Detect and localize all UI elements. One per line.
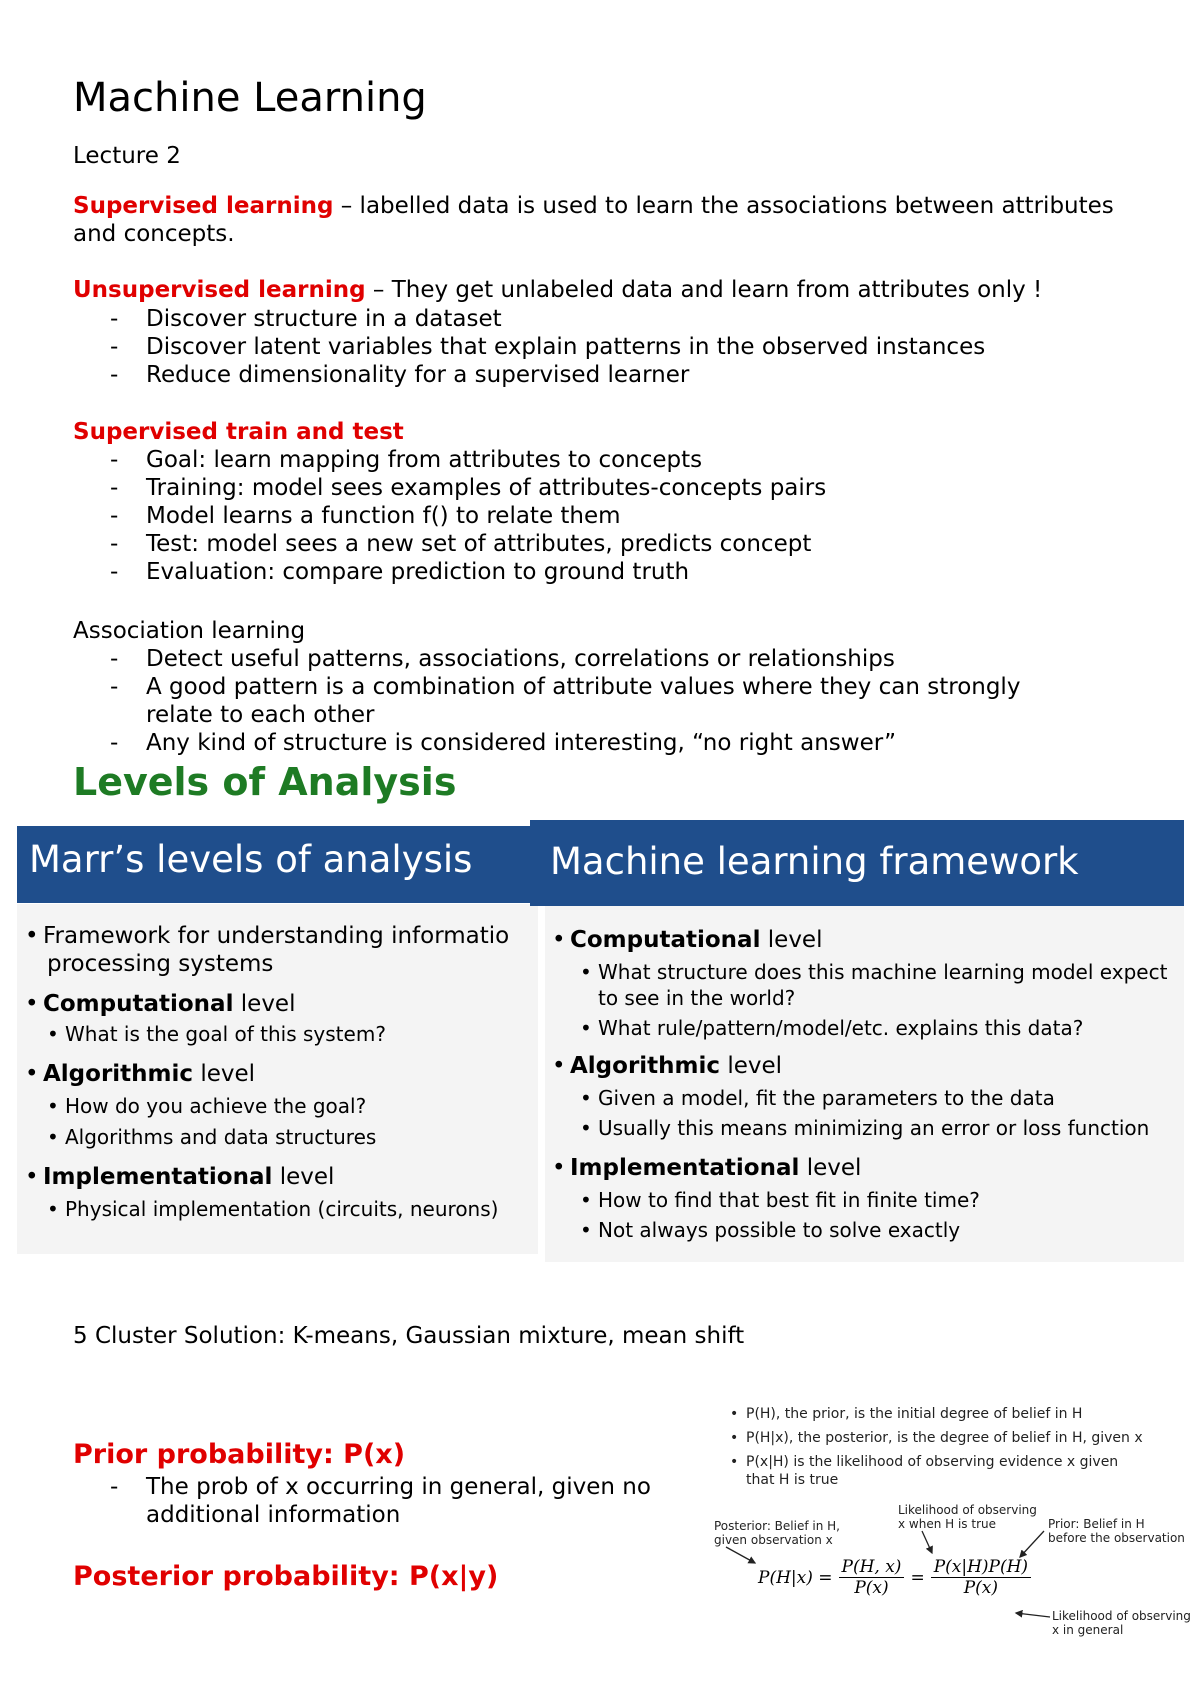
algorithmic-label: Algorithmic	[43, 1061, 194, 1087]
bayes-bullet-cont: that H is true	[746, 1472, 839, 1488]
supervised-definition	[73, 192, 1133, 248]
evidence-arrow	[1016, 1613, 1050, 1617]
level-suffix: level	[233, 991, 296, 1017]
bayes-bullet: • P(H|x), the posterior, is the degree of belief in H, given x	[730, 1430, 1143, 1446]
implementational-label: Implementational	[43, 1164, 273, 1190]
supervised-term: Supervised learning	[73, 193, 334, 219]
list-item: - Model learns a function f() to relate them	[73, 502, 1133, 530]
list-item: - Detect useful patterns, associations, correlations or relationships	[73, 645, 1083, 673]
slide-right-comp-sub: What structure does this machine learning model expect	[598, 960, 1168, 984]
slide-right-impl-sub: How to find that best fit in finite time?	[598, 1188, 980, 1212]
train-test-heading: Supervised train and test	[73, 419, 404, 445]
bayes-bullet-text: P(x|H) is the likelihood of observing evidence x given	[746, 1454, 1119, 1470]
prior-heading: Prior probability: P(x)	[73, 1439, 406, 1470]
slide-left-title-bar	[17, 826, 538, 903]
evidence-label-cont: x in general	[1052, 1623, 1124, 1637]
slide-left-comp-sub: What is the goal of this system?	[65, 1022, 386, 1046]
posterior-heading: Posterior probability: P(x|y)	[73, 1561, 499, 1592]
slide-right-content: • Computational level • What structure does this machine learning model expect to see in the world? • What rule/pattern/model/etc. explains this data? • Algorithmic level • Given a model, fit the parameters to the data • Usually this means minimizing an error or loss function • Implementational level • How to find that best fit in finite time? • Not always possible to solve exactly	[552, 926, 1182, 1242]
list-item: - Discover latent variables that explain patterns in the observed instances	[73, 333, 1133, 361]
computational-label: Computational	[570, 927, 761, 953]
slide-left-algo-sub: How do you achieve the goal?	[65, 1094, 367, 1118]
slide-left-intro-cont: processing systems	[47, 951, 274, 977]
list-item: - Reduce dimensionality for a supervised learner	[73, 361, 1133, 389]
bayes-bullet: • P(H), the prior, is the initial degree of belief in H	[730, 1406, 1083, 1422]
slide-right-comp-sub: What rule/pattern/model/etc. explains this data?	[598, 1016, 1084, 1040]
list-item: - Training: model sees examples of attributes-concepts pairs	[73, 474, 1133, 502]
page-title: Machine Learning	[73, 75, 427, 121]
level-suffix: level	[272, 1164, 335, 1190]
posterior-label: Posterior: Belief in H,	[714, 1519, 840, 1533]
equation-lhs: P(H|x) =	[758, 1567, 833, 1588]
posterior-arrow	[726, 1547, 755, 1563]
unsupervised-definition	[73, 276, 1163, 304]
bayes-equation	[758, 1557, 1031, 1598]
prior-arrow	[1020, 1531, 1044, 1557]
computational-label: Computational	[43, 991, 234, 1017]
slide-right-title-bar	[530, 820, 1184, 906]
fraction-denominator: P(x)	[854, 1578, 889, 1598]
equation-equals: =	[910, 1567, 925, 1588]
level-suffix: level	[193, 1061, 256, 1087]
cluster-solution-text: 5 Cluster Solution: K-means, Gaussian mixture, mean shift	[73, 1323, 745, 1349]
unsupervised-text: – They get unlabeled data and learn from attributes only !	[365, 277, 1043, 303]
level-suffix: level	[799, 1155, 862, 1181]
prior-label-cont: before the observation	[1048, 1531, 1185, 1545]
slide-right-impl-sub: Not always possible to solve exactly	[598, 1218, 961, 1242]
list-item: - Evaluation: compare prediction to ground truth	[73, 558, 1133, 586]
unsupervised-term: Unsupervised learning	[73, 277, 366, 303]
list-item: - Goal: learn mapping from attributes to concepts	[73, 446, 1133, 474]
evidence-label: Likelihood of observing	[1052, 1609, 1191, 1623]
likelihood-arrow	[922, 1531, 932, 1553]
likelihood-label-cont: x when H is true	[898, 1517, 997, 1531]
supervised-text: – labelled data is used to learn the associations between attributes and concepts.	[73, 193, 1114, 247]
fraction-numerator: P(x|H)P(H)	[931, 1557, 1031, 1578]
list-item: - A good pattern is a combination of attribute values where they can strongly relate to each other	[73, 673, 1083, 729]
unsupervised-list	[73, 305, 1133, 389]
fraction-numerator: P(H, x)	[839, 1557, 905, 1578]
slide-right-title: Machine learning framework	[550, 840, 1079, 883]
slide-left-intro: Framework for understanding informatio	[43, 923, 510, 949]
association-list	[73, 645, 1083, 757]
levels-heading: Levels of Analysis	[73, 760, 457, 804]
bayes-figure	[700, 1405, 1190, 1655]
slide-left-algo-sub: Algorithms and data structures	[65, 1125, 377, 1149]
association-heading: Association learning	[73, 618, 306, 644]
prior-label: Prior: Belief in H	[1048, 1517, 1145, 1531]
equation-fraction-2	[931, 1557, 1031, 1598]
slide-right-algo-sub: Usually this means minimizing an error or loss function	[598, 1116, 1150, 1140]
bayes-bullet-text: P(H|x), the posterior, is the degree of belief in H, given x	[746, 1430, 1143, 1446]
equation-fraction-1	[839, 1557, 905, 1598]
list-item: - Discover structure in a dataset	[73, 305, 1133, 333]
slide-left-title: Marr’s levels of analysis	[29, 838, 473, 881]
lecture-label: Lecture 2	[73, 143, 181, 169]
prior-list	[73, 1473, 713, 1529]
list-item: - Any kind of structure is considered interesting, “no right answer”	[73, 729, 1083, 757]
algorithmic-label: Algorithmic	[570, 1053, 721, 1079]
bayes-bullet: • P(x|H) is the likelihood of observing evidence x given	[730, 1454, 1119, 1470]
posterior-label-cont: given observation x	[714, 1533, 833, 1547]
slide-right-comp-sub-cont: to see in the world?	[598, 986, 796, 1010]
implementational-label: Implementational	[570, 1155, 800, 1181]
list-item: - The prob of x occurring in general, given no additional information	[73, 1473, 713, 1529]
likelihood-label: Likelihood of observing	[898, 1503, 1037, 1517]
train-test-list	[73, 446, 1133, 586]
level-suffix: level	[720, 1053, 783, 1079]
slide-left-content: • Framework for understanding informatio processing systems • Computational level • What is the goal of this system? • Algorithmic level • How do you achieve the goal? • Algorithms and data structures • Implementational level • Physical implementation (circuits, neurons)	[25, 922, 537, 1221]
fraction-denominator: P(x)	[963, 1578, 999, 1598]
slide-left-impl-sub: Physical implementation (circuits, neurons)	[65, 1197, 499, 1221]
slide-right-algo-sub: Given a model, fit the parameters to the data	[598, 1086, 1055, 1110]
level-suffix: level	[760, 927, 823, 953]
bayes-bullet-text: P(H), the prior, is the initial degree of belief in H	[746, 1406, 1083, 1422]
list-item: - Test: model sees a new set of attributes, predicts concept	[73, 530, 1133, 558]
